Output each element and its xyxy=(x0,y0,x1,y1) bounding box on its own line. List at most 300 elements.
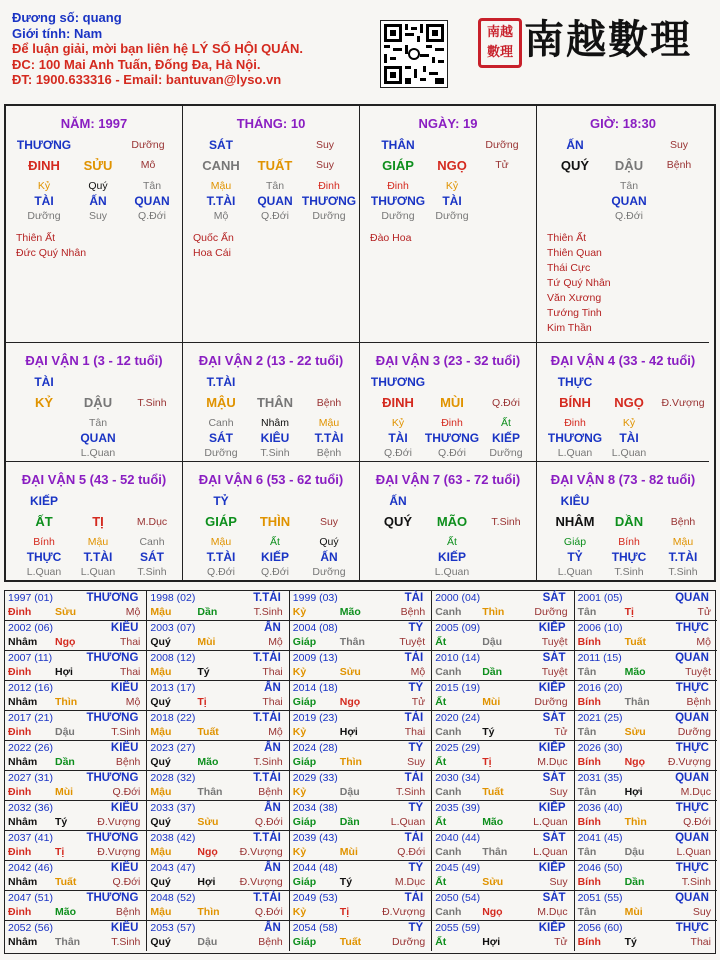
year-branch: Hợi xyxy=(482,936,501,948)
year-branch: Sửu xyxy=(339,666,361,678)
year-label: 2005 (09) xyxy=(435,622,481,634)
year-branch: Tuất xyxy=(624,636,646,648)
dai-van-hidden-god: KIẾP xyxy=(491,431,521,445)
gender: Giới tính: Nam xyxy=(12,25,103,41)
hidden-state: Dưỡng xyxy=(27,210,61,222)
dai-van-hidden-stem: Tân xyxy=(88,417,108,429)
year-branch: Thìn xyxy=(624,816,647,828)
year-stem: Canh xyxy=(435,666,462,678)
year-label: 2007 (11) xyxy=(8,652,53,664)
year-label: 2006 (10) xyxy=(577,622,623,634)
year-stem: Quý xyxy=(150,696,171,708)
star-list xyxy=(16,231,86,261)
year-cell xyxy=(290,801,432,831)
year-ten-god: TÀI xyxy=(404,772,424,784)
dai-van-hidden-stem: Ất xyxy=(447,536,457,548)
year-cell xyxy=(432,591,574,621)
year-ten-god: T.TÀI xyxy=(253,892,281,904)
year-label: 1998 (02) xyxy=(150,592,196,604)
year-label: 2003 (07) xyxy=(150,622,196,634)
year-stem: Bính xyxy=(577,696,601,708)
hidden-state: Dưỡng xyxy=(312,210,346,222)
year-stem: Nhâm xyxy=(8,876,38,888)
year-stem: Đinh xyxy=(8,726,32,738)
year-label: 2038 (42) xyxy=(150,832,196,844)
star-item: Hoa Cái xyxy=(193,247,231,259)
year-ten-god: THỰC xyxy=(675,862,709,874)
year-branch: Thân xyxy=(482,846,508,858)
pillar-branch: NGỌ xyxy=(437,158,467,173)
year-state: Mộ xyxy=(696,636,711,648)
year-stem: Đinh xyxy=(8,786,32,798)
dai-van-cell xyxy=(6,462,183,581)
dai-van-hidden-state: Q.Đới xyxy=(261,566,289,578)
dai-van-hidden-state: T.Sinh xyxy=(260,447,290,459)
year-state: Đ.Vượng xyxy=(667,756,711,768)
year-branch: Hợi xyxy=(339,726,358,738)
dai-van-cell xyxy=(537,343,709,462)
dai-van-hidden-state: Q.Đới xyxy=(438,447,466,459)
year-stem: Kỷ xyxy=(292,846,307,858)
year-state: M.Dục xyxy=(537,756,568,768)
year-cell xyxy=(575,651,717,681)
year-stem: Đinh xyxy=(8,606,32,618)
year-cell xyxy=(290,891,432,921)
year-ten-god: KIẾP xyxy=(538,922,566,934)
year-cell xyxy=(575,621,717,651)
year-branch: Mùi xyxy=(339,846,358,858)
dai-van-hidden-stem: Mậu xyxy=(672,536,694,548)
year-label: 2049 (53) xyxy=(292,892,338,904)
year-stem: Ất xyxy=(435,876,447,888)
year-branch: Mão xyxy=(197,756,219,768)
star-item: Kim Thần xyxy=(547,322,592,334)
year-branch: Dần xyxy=(55,756,75,768)
year-cell xyxy=(147,801,289,831)
year-stem: Mậu xyxy=(150,786,172,798)
year-ten-god: THỰC xyxy=(675,742,709,754)
year-label: 2052 (56) xyxy=(8,922,53,934)
year-label: 2034 (38) xyxy=(292,802,338,814)
dai-van-ten-god: TÀI xyxy=(34,375,54,389)
pillar-ten-god: SÁT xyxy=(209,138,233,152)
hidden-ten-god: QUAN xyxy=(257,194,293,208)
dai-van-title: ĐẠI VẬN 5 (43 - 52 tuổi) xyxy=(21,472,167,487)
dai-van-hidden-stem: Mậu xyxy=(318,417,340,429)
address-line: ĐC: 100 Mai Anh Tuấn, Đống Đa, Hà Nội. xyxy=(12,56,261,72)
year-stem: Nhâm xyxy=(8,936,38,948)
year-stem: Kỷ xyxy=(292,726,307,738)
hidden-ten-god: ẤN xyxy=(89,194,107,208)
year-state: Q.Đới xyxy=(254,816,283,828)
year-state: L.Quan xyxy=(390,816,426,828)
dai-van-hidden-god: QUAN xyxy=(80,431,116,445)
year-branch: Tuất xyxy=(482,786,504,798)
year-label: 2024 (28) xyxy=(292,742,338,754)
year-cell xyxy=(5,801,147,831)
header-info xyxy=(12,10,372,88)
year-branch: Thân xyxy=(197,786,223,798)
pillar-ten-god: ẤN xyxy=(566,138,584,152)
pillar-cell xyxy=(6,106,183,343)
year-branch: Tị xyxy=(339,906,350,918)
hidden-ten-god: THƯƠNG xyxy=(370,194,426,208)
pillar-top-state: Dưỡng xyxy=(131,139,165,151)
dai-van-cell xyxy=(6,343,183,462)
dai-van-hidden-stem: Canh xyxy=(139,536,165,548)
year-stem: Tân xyxy=(577,906,597,918)
dai-van-hidden-god: KIẾP xyxy=(437,550,467,564)
year-stem: Bính xyxy=(577,876,601,888)
dai-van-ten-god: T.TÀI xyxy=(206,375,236,389)
dai-van-ten-god: TỶ xyxy=(213,494,229,508)
year-ten-god: KIÊU xyxy=(110,862,139,874)
hidden-ten-god: T.TÀI xyxy=(206,194,236,208)
year-ten-god: KIẾP xyxy=(538,682,566,694)
dai-van-hidden-state: T.Sinh xyxy=(614,566,644,578)
year-stem: Quý xyxy=(150,636,171,648)
year-cell xyxy=(432,831,574,861)
dai-van-hidden-state: Dưỡng xyxy=(204,447,238,459)
year-label: 2054 (58) xyxy=(292,922,338,934)
year-state: T.Sinh xyxy=(396,786,426,798)
year-ten-god: KIẾP xyxy=(538,622,566,634)
year-ten-god: KIẾP xyxy=(538,742,566,754)
year-cell xyxy=(5,741,147,771)
pillar-title: GIỜ: 18:30 xyxy=(589,116,656,131)
star-item: Đào Hoa xyxy=(370,232,412,244)
pillar-state: Tử xyxy=(495,159,509,171)
dai-van-state: Đ.Vượng xyxy=(661,397,705,409)
year-stem: Ất xyxy=(435,636,447,648)
year-ten-god: QUAN xyxy=(675,592,709,604)
hidden-stem: Đinh xyxy=(318,180,340,192)
year-stem: Kỷ xyxy=(292,906,307,918)
year-state: Đ.Vượng xyxy=(97,846,141,858)
year-ten-god: QUAN xyxy=(675,772,709,784)
pillar-cell xyxy=(360,106,537,343)
hidden-stem: Kỷ xyxy=(445,180,459,192)
year-ten-god: KIÊU xyxy=(110,802,139,814)
year-stem: Nhâm xyxy=(8,636,38,648)
year-ten-god: KIÊU xyxy=(110,622,139,634)
year-stem: Tân xyxy=(577,666,597,678)
year-state: M.Dục xyxy=(394,876,426,888)
year-label: 2042 (46) xyxy=(8,862,53,874)
year-cell xyxy=(147,621,289,651)
year-state: Tuyệt xyxy=(685,666,711,678)
year-cell xyxy=(290,831,432,861)
year-branch: Tuất xyxy=(197,726,219,738)
year-state: M.Dục xyxy=(537,906,568,918)
hidden-stem: Kỷ xyxy=(37,180,51,192)
year-stem: Mậu xyxy=(150,906,172,918)
year-label: 2031 (35) xyxy=(577,772,623,784)
dai-van-branch: DẬU xyxy=(83,395,113,410)
year-branch: Mùi xyxy=(55,786,74,798)
pillar-branch: TUẤT xyxy=(257,158,293,173)
dai-van-hidden-state: L.Quan xyxy=(26,566,62,578)
dai-van-hidden-state: L.Quan xyxy=(434,566,470,578)
year-ten-god: SÁT xyxy=(542,832,566,844)
year-stem: Giáp xyxy=(292,756,317,768)
year-branch: Tý xyxy=(339,876,353,888)
year-stem: Canh xyxy=(435,726,462,738)
dai-van-title: ĐẠI VẬN 3 (23 - 32 tuổi) xyxy=(375,353,521,368)
year-stem: Đinh xyxy=(8,666,32,678)
year-stem: Giáp xyxy=(292,816,317,828)
year-state: Dưỡng xyxy=(534,606,568,618)
dai-van-branch: NGỌ xyxy=(614,395,644,410)
year-label: 2047 (51) xyxy=(8,892,53,904)
year-state: L.Quan xyxy=(533,816,568,828)
year-label: 2045 (49) xyxy=(435,862,481,874)
pillar-stem: QUÝ xyxy=(560,158,590,173)
dai-van-hidden-state: Dưỡng xyxy=(312,566,346,578)
year-ten-god: KIÊU xyxy=(110,682,139,694)
year-branch: Mùi xyxy=(482,696,501,708)
year-label: 2001 (05) xyxy=(577,592,623,604)
year-branch: Tị xyxy=(624,606,634,618)
dai-van-cell xyxy=(360,343,537,462)
year-branch: Dần xyxy=(624,876,645,888)
year-cell xyxy=(147,681,289,711)
year-label: 2032 (36) xyxy=(8,802,53,814)
year-label: 2013 (17) xyxy=(150,682,196,694)
year-label: 2020 (24) xyxy=(435,712,481,724)
year-ten-god: SÁT xyxy=(542,772,566,784)
year-stem: Mậu xyxy=(150,666,172,678)
year-cell xyxy=(147,741,289,771)
year-label: 2029 (33) xyxy=(292,772,338,784)
dai-van-hidden-god: THƯƠNG xyxy=(547,431,603,445)
year-cell xyxy=(147,921,289,951)
year-branch: Tuất xyxy=(339,936,362,948)
year-stem: Ất xyxy=(435,936,447,948)
pillar-top-state: Suy xyxy=(315,139,335,151)
year-ten-god: KIẾP xyxy=(538,802,566,814)
year-ten-god: T.TÀI xyxy=(253,652,281,664)
year-state: Đ.Vượng xyxy=(382,906,426,918)
year-cell xyxy=(290,651,432,681)
year-branch: Thân xyxy=(339,636,365,648)
year-cell xyxy=(432,681,574,711)
year-ten-god: THƯƠNG xyxy=(86,712,139,724)
year-ten-god: THỰC xyxy=(675,622,709,634)
star-item: Thiên Ất xyxy=(16,232,56,244)
year-label: 2026 (30) xyxy=(577,742,623,754)
year-cell xyxy=(5,831,147,861)
dai-van-title: ĐẠI VẬN 4 (33 - 42 tuổi) xyxy=(550,353,696,368)
dai-van-state: Suy xyxy=(319,516,339,528)
year-cell xyxy=(432,711,574,741)
year-ten-god: T.TÀI xyxy=(253,832,281,844)
year-label: 2000 (04) xyxy=(435,592,481,604)
year-stem: Quý xyxy=(150,936,171,948)
year-cell xyxy=(290,681,432,711)
year-stem: Bính xyxy=(577,636,601,648)
year-branch: Ngọ xyxy=(624,756,646,768)
year-label: 2028 (32) xyxy=(150,772,196,784)
year-cell xyxy=(575,861,717,891)
dai-van-stem: NHÂM xyxy=(555,514,595,529)
year-branch: Mão xyxy=(482,816,504,828)
year-cell xyxy=(575,591,717,621)
year-ten-god: TÀI xyxy=(404,712,424,724)
year-cell xyxy=(290,711,432,741)
dai-van-hidden-stem: Giáp xyxy=(563,536,587,548)
year-ten-god: ẤN xyxy=(264,802,281,814)
year-cell xyxy=(575,771,717,801)
star-item: Đức Quý Nhân xyxy=(16,247,87,259)
year-ten-god: THƯƠNG xyxy=(86,832,139,844)
year-cell xyxy=(5,861,147,891)
dai-van-ten-god: KIẾP xyxy=(29,494,59,508)
year-label: 2021 (25) xyxy=(577,712,623,724)
year-label: 2055 (59) xyxy=(435,922,481,934)
year-ten-god: QUAN xyxy=(675,892,709,904)
dai-van-hidden-state: Q.Đới xyxy=(207,566,235,578)
pillar-state: Bệnh xyxy=(666,159,692,171)
year-cell xyxy=(290,921,432,951)
year-branch: Mùi xyxy=(197,636,216,648)
year-label: 2015 (19) xyxy=(435,682,481,694)
dai-van-title: ĐẠI VẬN 2 (13 - 22 tuổi) xyxy=(198,353,344,368)
year-state: Suy xyxy=(692,906,711,918)
dai-van-hidden-stem: Nhâm xyxy=(260,417,290,429)
year-cell xyxy=(147,591,289,621)
year-label: 2012 (16) xyxy=(8,682,53,694)
year-stem: Kỷ xyxy=(292,786,307,798)
dai-van-hidden-stem: Canh xyxy=(208,417,234,429)
year-stem: Quý xyxy=(150,756,171,768)
year-state: Tuyệt xyxy=(541,666,568,678)
dai-van-stem: ẤT xyxy=(35,514,53,529)
dai-van-hidden-god: TÀI xyxy=(619,431,639,445)
year-ten-god: TÀI xyxy=(404,652,424,664)
dai-van-stem: QUÝ xyxy=(383,514,413,529)
year-label: 2008 (12) xyxy=(150,652,196,664)
dai-van-stem: BÍNH xyxy=(559,395,591,410)
dai-van-ten-god: THƯƠNG xyxy=(370,375,426,389)
year-label: 2016 (20) xyxy=(577,682,623,694)
dai-van-branch: THÌN xyxy=(259,514,291,529)
dai-van-branch: THÂN xyxy=(256,395,294,410)
year-cell xyxy=(575,681,717,711)
pillar-cell xyxy=(537,106,709,343)
year-state: Thai xyxy=(119,636,141,648)
dai-van-hidden-god: TỶ xyxy=(567,550,583,564)
year-cell xyxy=(5,651,147,681)
dai-van-hidden-stem: Quý xyxy=(319,536,339,548)
dai-van-stem: MẬU xyxy=(206,395,236,410)
year-label: 2046 (50) xyxy=(577,862,623,874)
year-branch: Thân xyxy=(55,936,81,948)
year-label: 2043 (47) xyxy=(150,862,196,874)
year-branch: Ngọ xyxy=(197,846,218,858)
year-ten-god: TỶ xyxy=(408,622,424,634)
year-state: Thai xyxy=(119,666,141,678)
year-stem: Canh xyxy=(435,786,462,798)
year-stem: Đinh xyxy=(8,846,32,858)
year-cell xyxy=(5,591,147,621)
year-ten-god: THỰC xyxy=(675,682,709,694)
dai-van-title: ĐẠI VẬN 1 (3 - 12 tuổi) xyxy=(25,353,163,368)
year-ten-god: QUAN xyxy=(675,652,709,664)
year-state: Thai xyxy=(404,726,426,738)
pillar-state: Suy xyxy=(315,159,335,171)
dai-van-hidden-god: THỰC xyxy=(26,550,62,564)
year-ten-god: TỶ xyxy=(408,922,424,934)
year-cell xyxy=(5,621,147,651)
year-stem: Giáp xyxy=(292,696,317,708)
year-cell xyxy=(432,771,574,801)
year-cell xyxy=(432,801,574,831)
pillar-ten-god: THƯƠNG xyxy=(16,138,72,152)
dai-van-hidden-stem: Ất xyxy=(270,536,280,548)
year-label: 2023 (27) xyxy=(150,742,196,754)
year-branch: Sửu xyxy=(197,816,219,828)
star-item: Tướng Tinh xyxy=(547,307,602,319)
pillar-top-state: Dưỡng xyxy=(485,139,519,151)
year-label: 2011 (15) xyxy=(577,652,622,664)
year-state: Dưỡng xyxy=(392,936,426,948)
year-stem: Nhâm xyxy=(8,816,38,828)
year-ten-god: T.TÀI xyxy=(253,592,281,604)
dai-van-ten-god: THỰC xyxy=(557,375,593,389)
year-state: T.Sinh xyxy=(253,756,283,768)
star-item: Tứ Quý Nhân xyxy=(547,277,611,289)
year-cell xyxy=(432,741,574,771)
dai-van-state: M.Dục xyxy=(136,516,168,528)
dai-van-stem: GIÁP xyxy=(205,514,237,529)
year-ten-god: THỰC xyxy=(675,922,709,934)
dai-van-hidden-state: T.Sinh xyxy=(668,566,698,578)
year-cell xyxy=(290,771,432,801)
year-ten-god: THỰC xyxy=(675,802,709,814)
year-stem: Bính xyxy=(577,756,601,768)
year-branch: Dần xyxy=(482,666,503,678)
dai-van-cell xyxy=(183,343,360,462)
year-ten-god: KIÊU xyxy=(110,742,139,754)
dai-van-state: Bệnh xyxy=(316,397,342,409)
pillar-branch: DẬU xyxy=(614,158,644,173)
year-ten-god: THƯƠNG xyxy=(86,892,139,904)
hidden-stem: Đinh xyxy=(387,180,409,192)
year-stem: Giáp xyxy=(292,636,317,648)
dai-van-ten-god: KIÊU xyxy=(560,494,590,508)
year-ten-god: ẤN xyxy=(264,622,281,634)
year-cell xyxy=(290,591,432,621)
dai-van-hidden-stem: Ất xyxy=(501,417,511,429)
year-branch: Sửu xyxy=(624,726,646,738)
year-ten-god: TỶ xyxy=(408,862,424,874)
year-label: 2004 (08) xyxy=(292,622,338,634)
year-ten-god: THƯƠNG xyxy=(86,772,139,784)
dai-van-hidden-stem: Kỷ xyxy=(622,417,636,429)
dai-van-hidden-stem: Đinh xyxy=(441,417,463,429)
chart-grid xyxy=(4,104,716,582)
year-ten-god: TÀI xyxy=(404,832,424,844)
dai-van-hidden-god: KIÊU xyxy=(260,431,290,445)
pillar-stem: CANH xyxy=(202,158,240,173)
dai-van-hidden-stem: Bính xyxy=(33,536,55,548)
year-stem: Canh xyxy=(435,606,462,618)
year-label: 2035 (39) xyxy=(435,802,481,814)
year-stem: Tân xyxy=(577,786,597,798)
dai-van-hidden-state: L.Quan xyxy=(80,447,116,459)
year-state: L.Quan xyxy=(533,846,568,858)
